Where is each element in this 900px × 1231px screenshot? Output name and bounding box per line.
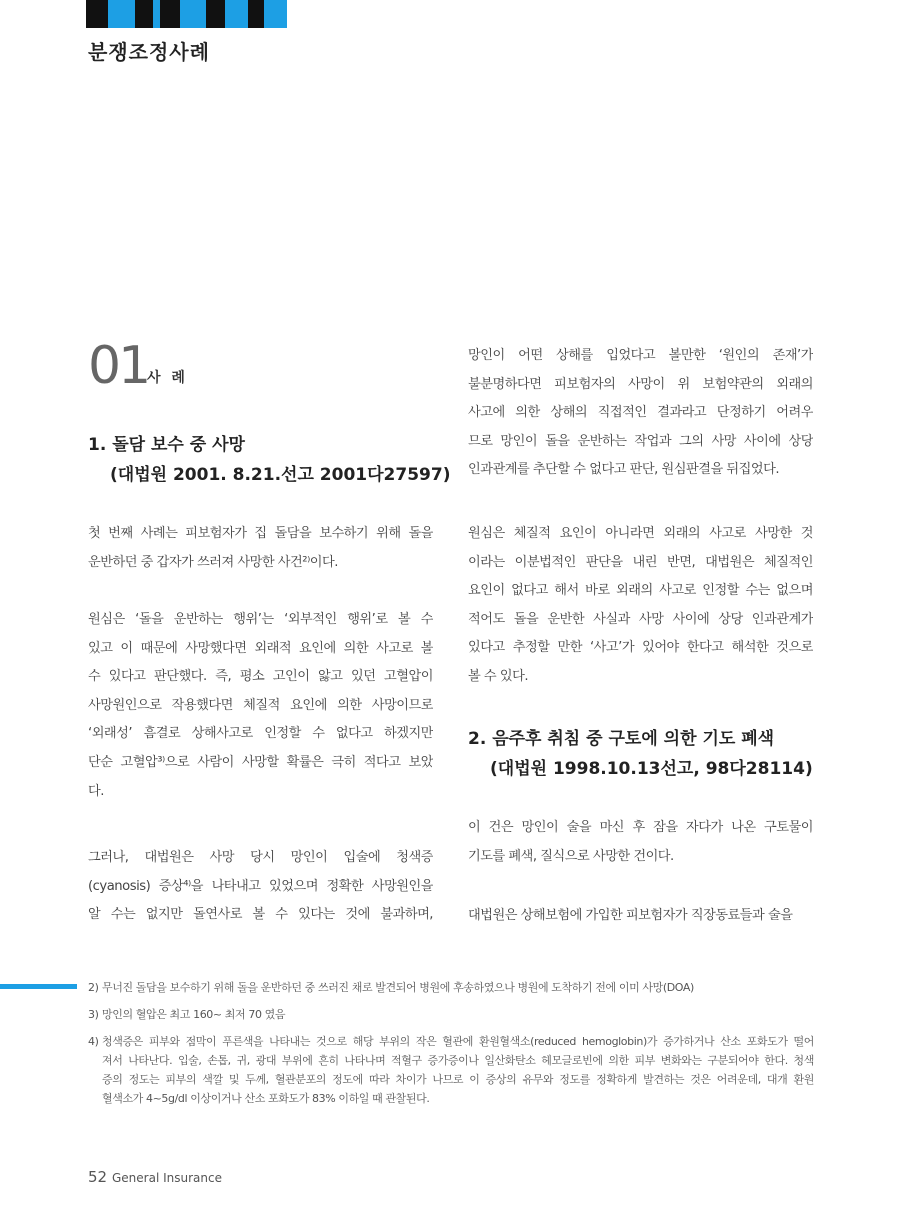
text-line: 수 있다고 판단했다. 즉, 평소 고인이 앓고 있던 고혈압이 [88,669,433,685]
left-paragraph-2 [88,606,433,806]
stripe-block [135,0,153,28]
text-line: 대법원은 상해보험에 가입한 피보험자가 직장동료들과 술을 [468,908,793,923]
footnote-4 [88,1032,814,1108]
stripe-block [153,0,160,28]
stripe-block [206,0,225,28]
text-line: 사고에 의한 상해의 직접적인 결과라고 단정하기 어려우 [468,405,813,421]
text-line: 인과관계를 추단할 수 없다고 판단, 원심판결을 뒤집었다. [468,462,780,478]
text-line: 적어도 돌을 운반한 사실과 사망 사이에 상당 인과관계가 [468,611,813,627]
text-line: 증의 정도는 피부의 색깔 및 두께, 혈관분포의 정도에 따라 차이가 나므로 이 증상의 유무와 정도를 정확하게 발견하는 것은 어려운데, 대개 환원 [102,1073,814,1086]
left-paragraph-1 [88,520,433,577]
text-line: 원심은 ‘돌을 운반하는 행위’는 ‘외부적인 행위’로 볼 수 [88,612,433,627]
text-line: 원심은 체질적 요인이 아니라면 외래의 사고로 사망한 것 [468,526,813,541]
publication-name: General Insurance [112,1171,222,1185]
footnote-2 [88,978,814,997]
footnote-number: 4) [88,1035,99,1048]
text-line: 기도를 폐색, 질식으로 사망한 건이다. [468,848,674,864]
footnote-accent-bar [0,984,77,989]
text-line: 망인이 어떤 상해를 입었다고 볼만한 ‘원인의 존재’가 [468,348,813,363]
stripe-block [108,0,135,28]
text-line: 므로 망인이 돌을 운반하는 작업과 그의 사망 사이에 상당 [468,433,813,449]
text-line: 볼 수 있다. [468,668,529,684]
case1-citation: (대법원 2001. 8.21.선고 2001다27597) [110,465,451,485]
text-line: 불분명하다면 피보험자의 사망이 위 보험약관의 외래의 [468,376,813,392]
text-line: 알 수는 없지만 돌연사로 볼 수 있다는 것에 불과하며, [88,907,433,923]
text-line: 있고 이 때문에 사망했다면 외래적 요인에 의한 사고로 볼 [88,640,433,656]
case-label: 사 례 [147,370,188,386]
case2-citation: (대법원 1998.10.13선고, 98다28114) [490,759,813,779]
text-line: 이라는 이분법적인 판단을 내린 반면, 대법원은 체질적인 [468,554,813,570]
text-line: 혈색소가 4~5g/dl 이상이거나 산소 포화도가 83% 이하일 때 관찰된다. [102,1092,430,1105]
footnote-number: 2) [88,981,99,994]
case1-title: 1. 돌담 보수 중 사망 [88,435,245,455]
text-line: 이 건은 망인이 술을 마신 후 잠을 자다가 나온 구토물이 [468,820,813,835]
text-line: ‘외래성’ 흠결로 상해사고로 인정할 수 없다고 하겠지만 [88,726,433,742]
stripe-block [86,0,108,28]
right-paragraph-1 [468,342,813,485]
stripe-block [180,0,206,28]
text-line: 그러나, 대법원은 사망 당시 망인이 입술에 청색증 [88,850,433,865]
footnote-3 [88,1005,814,1024]
text-line: 첫 번째 사례는 피보험자가 집 돌담을 보수하기 위해 돌을 [88,526,433,541]
text-line: 청색증은 피부와 점막이 푸른색을 나타내는 것으로 해당 부위의 작은 혈관에 환원혈색소(reduced hemoglobin)가 증가하거나 산소 포화도가 떨어 [102,1035,814,1048]
footnote-text [102,1032,814,1108]
text-line: (cyanosis) 증상⁴⁾을 나타내고 있었으며 정확한 사망원인을 [88,878,433,894]
text-line: 다. [88,783,104,799]
footnote-number: 3) [88,1008,99,1021]
footnote-text [102,1005,814,1024]
text-line: 운반하던 중 갑자가 쓰러져 사망한 사건²⁾이다. [88,554,338,570]
text-line: 져서 나타난다. 입술, 손톱, 귀, 광대 부위에 흔히 나타나며 적혈구 증가증이나 일산화탄소 헤모글로빈에 의한 피부 변화와는 구분되어야 한다. 청색 [102,1054,814,1067]
text-line: 요인이 없다고 해서 바로 외래의 사고로 인정할 수는 없으며 [468,583,813,599]
stripe-block [264,0,287,28]
right-paragraph-2 [468,520,813,692]
footnotes [88,978,814,1116]
text-line: 단순 고혈압³⁾으로 사람이 사망할 확률은 극히 적다고 보았 [88,754,433,770]
text-line: 망인의 혈압은 최고 160~ 최저 70 였음 [102,1008,286,1021]
right-paragraph-3 [468,814,813,871]
stripe-block [225,0,248,28]
text-line: 사망원인으로 작용했다면 체질적 요인에 의한 사망이므로 [88,697,433,713]
text-line: 있다고 추정할 만한 ‘사고’가 있어야 한다고 해석한 것으로 [468,640,813,656]
page-number: 52 [88,1168,108,1186]
stripe-block [248,0,264,28]
footnote-text [102,978,814,997]
case2-title: 2. 음주후 취침 중 구토에 의한 기도 폐색 [468,729,775,749]
stripe-block [160,0,180,28]
section-title: 분쟁조정사례 [88,40,210,64]
text-line: 무너진 돌담을 보수하기 위해 돌을 운반하던 중 쓰러진 채로 발견되어 병원에 후송하였으나 병원에 도착하기 전에 이미 사망(DOA) [102,981,694,994]
left-paragraph-3 [88,844,433,930]
case-number: 01 [88,336,149,396]
right-paragraph-4 [468,902,813,931]
